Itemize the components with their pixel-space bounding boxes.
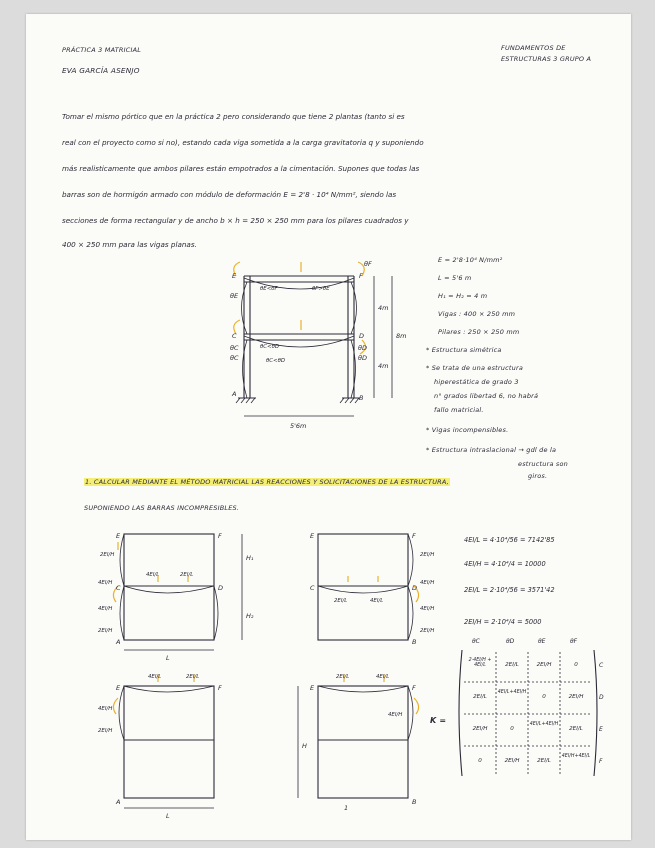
stiffness-term: 4EI/H bbox=[388, 712, 403, 718]
stiffness-expr: 4EI/H bbox=[464, 560, 482, 568]
matrix-cell: 2EI/L bbox=[505, 662, 519, 668]
col-header: θF bbox=[570, 638, 578, 645]
subject-line-2: ESTRUCTURAS 3 GRUPO A bbox=[501, 55, 592, 63]
note: L = 5'6 m bbox=[438, 274, 472, 282]
task-line-2: SUPONIENDO LAS BARRAS INCOMPRESIBLES. bbox=[84, 504, 240, 512]
node-label: D bbox=[359, 332, 365, 340]
note: H₁ = H₂ = 4 m bbox=[438, 292, 488, 300]
matrix-cell: 2EI/H bbox=[504, 758, 520, 764]
row-header: D bbox=[599, 694, 604, 701]
row-header: E bbox=[599, 726, 603, 733]
stiffness-term: 4EI/H bbox=[98, 580, 113, 586]
node-label: E bbox=[116, 532, 121, 540]
node-label: C bbox=[116, 584, 121, 592]
dim-label: H₁ bbox=[246, 554, 254, 562]
dim-label: H₂ bbox=[246, 612, 254, 620]
stiffness-expr: 2EI/L bbox=[464, 586, 481, 594]
stiffness-value: = 4·10⁴/4 = 10000 bbox=[483, 560, 546, 568]
node-label: B bbox=[412, 638, 417, 646]
rotation-label: θC bbox=[230, 344, 239, 352]
stiffness-term: 2EI/H bbox=[98, 728, 113, 734]
matrix-cell: 0 bbox=[478, 758, 482, 764]
stiffness-term: 4EI/H bbox=[420, 606, 435, 612]
matrix-cell: 2EI/H bbox=[536, 662, 552, 668]
stiffness-value: = 2·10⁴/4 = 5000 bbox=[483, 618, 542, 626]
matrix-cell: 0 bbox=[542, 694, 546, 700]
node-label: A bbox=[232, 390, 237, 398]
beam-label: θF>θE bbox=[312, 286, 330, 292]
practice-title: PRÁCTICA 3 MATRICIAL bbox=[62, 46, 142, 54]
stiffness-term: 4EI/H bbox=[420, 580, 435, 586]
node-label: F bbox=[359, 272, 363, 280]
note: fallo matricial. bbox=[434, 406, 484, 414]
node-label: B bbox=[359, 394, 364, 402]
stiffness-eq bbox=[464, 536, 555, 544]
stiffness-expr: 2EI/H bbox=[464, 618, 482, 626]
sketch-3 bbox=[96, 668, 266, 818]
node-label: E bbox=[310, 684, 315, 692]
note: estructura son bbox=[518, 460, 568, 468]
sketch-2 bbox=[298, 526, 448, 656]
node-label: F bbox=[412, 532, 416, 540]
intro-line: Tomar el mismo pórtico que en la práctica 2 pero considerando que tiene 2 plantas (tanto si es bbox=[62, 112, 405, 121]
stiffness-term: 4EI/H bbox=[98, 706, 113, 712]
intro-paragraph bbox=[62, 112, 582, 262]
note: n° grados libertad 6, no habrá bbox=[434, 392, 539, 400]
node-label: A bbox=[116, 638, 121, 646]
page-number: 1 bbox=[344, 804, 349, 812]
stiffness-term: 2EI/L bbox=[334, 598, 348, 604]
intro-line: secciones de forma rectangular y de ancho b × h = 250 × 250 mm para los pilares cuadrados y bbox=[62, 216, 409, 225]
task-line-1 bbox=[84, 478, 450, 486]
stiffness-value: = 4·10⁴/56 = 7142'85 bbox=[482, 536, 555, 544]
note: * Vigas incompensibles. bbox=[426, 426, 509, 434]
stiffness-term: 4EI/L bbox=[370, 598, 384, 604]
matrix-cell: 2EI/L bbox=[473, 694, 487, 700]
matrix-cell: 4EI/L+4EI/H bbox=[529, 722, 559, 727]
stiffness-term: 4EI/L bbox=[146, 572, 160, 578]
node-label: D bbox=[412, 584, 418, 592]
stiffness-term: 4EI/L bbox=[148, 674, 162, 680]
rotation-label: θE bbox=[230, 292, 239, 300]
task-highlight: 1. CALCULAR MEDIANTE EL MÉTODO MATRICIAL LAS REACCIONES Y SOLICITACIONES DE LA ESTRUCTURA, bbox=[85, 478, 449, 486]
beam-label: θE<θF bbox=[260, 286, 278, 292]
intro-line: barras son de hormigón armado con módulo de deformación E = 2'8 · 10⁴ N/mm², siendo las bbox=[62, 190, 397, 199]
subject-line-1: FUNDAMENTOS DE bbox=[501, 44, 566, 52]
matrix-cell: 4EI/H+4EI/L bbox=[561, 754, 591, 759]
note: hiperestática de grado 3 bbox=[434, 378, 519, 386]
stiffness-term: 4EI/H bbox=[98, 606, 113, 612]
document-page bbox=[26, 14, 631, 840]
stiffness-expr: 4EI/L bbox=[464, 536, 481, 544]
sketch-4 bbox=[288, 668, 448, 818]
beam-label: θC<θD bbox=[266, 358, 286, 364]
rotation-label: θC bbox=[230, 354, 239, 362]
note: giros. bbox=[528, 472, 548, 480]
node-label: E bbox=[310, 532, 315, 540]
rotation-label: θD bbox=[358, 354, 367, 362]
dim-label: L bbox=[166, 654, 170, 662]
matrix-cell: 2EI/H bbox=[568, 694, 584, 700]
note: * Estructura intraslacional → gdl de la bbox=[426, 446, 557, 454]
note: E = 2'8·10⁴ N/mm² bbox=[438, 256, 503, 264]
matrix-cell: 2EI/H bbox=[472, 726, 488, 732]
intro-line: más realisticamente que ambos pilares están empotrados a la cimentación. Supones que todas las bbox=[62, 164, 420, 173]
node-label: C bbox=[310, 584, 315, 592]
col-header: θE bbox=[538, 638, 546, 645]
stiffness-eq bbox=[464, 586, 555, 594]
node-label: F bbox=[218, 532, 222, 540]
beam-label: θC<θD bbox=[260, 344, 280, 350]
node-label: E bbox=[232, 272, 237, 280]
stiffness-eq bbox=[464, 618, 541, 626]
frame-diagram bbox=[206, 248, 436, 448]
matrix-cell: 4EI/L+4EI/H bbox=[497, 690, 527, 695]
stiffness-term: 2EI/L bbox=[336, 674, 350, 680]
stiffness-matrix bbox=[456, 636, 606, 784]
rotation-label: θF bbox=[364, 260, 372, 268]
matrix-cell: 2·4EI/H + 4EI/L bbox=[468, 658, 492, 668]
note: * Se trata de una estructura bbox=[426, 364, 524, 372]
col-header: θD bbox=[506, 638, 515, 645]
matrix-cell: 0 bbox=[574, 662, 578, 668]
note: * Estructura simétrica bbox=[426, 346, 502, 354]
span-label: 5'6m bbox=[290, 422, 307, 430]
note: Pilares : 250 × 250 mm bbox=[438, 328, 520, 336]
stiffness-term: 4EI/L bbox=[376, 674, 390, 680]
node-label: B bbox=[412, 798, 417, 806]
stiffness-term: 2EI/H bbox=[420, 628, 435, 634]
stiffness-value: = 2·10⁴/56 = 3571'42 bbox=[482, 586, 555, 594]
intro-line: real con el proyecto como si no), estando cada viga sometida a la carga gravitatoria q y suponiendo bbox=[62, 138, 424, 147]
node-label: E bbox=[116, 684, 121, 692]
stiffness-term: 2EI/L bbox=[186, 674, 200, 680]
matrix-cell: 2EI/L bbox=[537, 758, 551, 764]
matrix-cell: 2EI/L bbox=[569, 726, 583, 732]
col-header: θC bbox=[472, 638, 480, 645]
row-header: C bbox=[599, 662, 604, 669]
node-label: F bbox=[218, 684, 222, 692]
dim-label: H bbox=[302, 742, 307, 750]
node-label: F bbox=[412, 684, 416, 692]
height-upper-label: 4m bbox=[378, 304, 389, 312]
sketch-1 bbox=[96, 526, 266, 662]
student-name: EVA GARCÍA ASENJO bbox=[62, 66, 140, 75]
stiffness-term: 2EI/L bbox=[180, 572, 194, 578]
stiffness-term: 2EI/H bbox=[420, 552, 435, 558]
dim-label: L bbox=[166, 812, 170, 820]
stiffness-eq bbox=[464, 560, 546, 568]
note: Vigas : 400 × 250 mm bbox=[438, 310, 516, 318]
matrix-cell: 0 bbox=[510, 726, 514, 732]
rotation-label: θD bbox=[358, 344, 367, 352]
row-header: F bbox=[599, 758, 603, 765]
node-label: C bbox=[232, 332, 237, 340]
stiffness-term: 2EI/H bbox=[100, 552, 115, 558]
node-label: D bbox=[218, 584, 224, 592]
stiffness-term: 2EI/H bbox=[98, 628, 113, 634]
intro-line: 400 × 250 mm para las vigas planas. bbox=[62, 240, 197, 249]
height-total-label: 8m bbox=[396, 332, 407, 340]
node-label: A bbox=[116, 798, 121, 806]
matrix-symbol: K = bbox=[430, 716, 447, 725]
height-lower-label: 4m bbox=[378, 362, 389, 370]
